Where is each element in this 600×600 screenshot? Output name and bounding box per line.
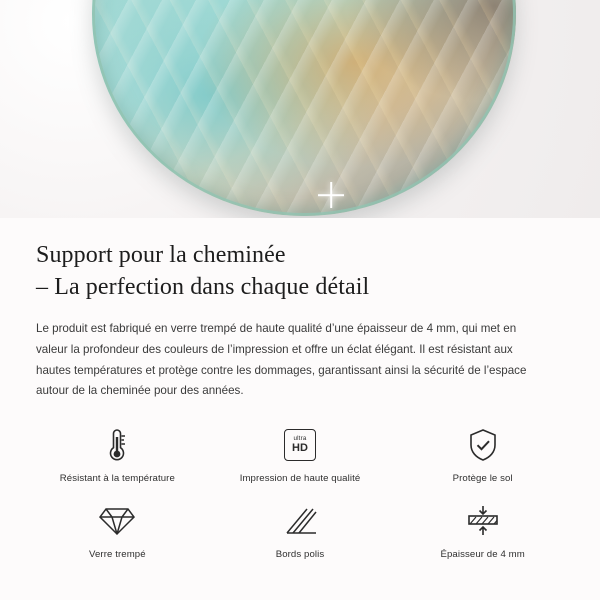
feature-label: Résistant à la température [59,472,175,484]
feature-item-print-quality [209,424,392,484]
feature-item-thickness [391,500,574,560]
feature-item-temperature [26,424,209,484]
thickness-arrows-icon [463,500,503,542]
feature-item-polished-edges [209,500,392,560]
feature-label: Bords polis [275,548,325,560]
hero-image [0,0,600,218]
round-glass-plate-artwork [92,0,516,216]
badge-bottom-text: HD [292,441,308,454]
page-title-line-2: – La perfection dans chaque détail [36,273,370,300]
content-block [0,218,600,402]
feature-grid [0,424,600,560]
description-paragraph: Le produit est fabriqué en verre trempé de haute qualité d’une épaisseur de 4 mm, qui met en valeur la profondeur des couleurs de l’impression et offre un éclat élégant. Il est résistant aux hautes températures et protège contre les dommages, garantissant ainsi la sécurité de l’espace autour de la cheminée pour des années. [36,322,527,398]
page-title [36,240,564,303]
shield-check-icon [467,424,499,466]
feature-label: Protège le sol [452,472,513,484]
feature-label: Épaisseur de 4 mm [440,548,525,560]
ultra-hd-badge-icon [284,424,316,466]
feature-label: Verre trempé [89,548,146,560]
feature-item-floor-protection [391,424,574,484]
feature-item-tempered-glass [26,500,209,560]
badge-top-text: ultra [293,434,307,442]
diamond-icon [98,500,136,542]
sparkle-highlight [318,182,344,208]
page-title-line-1: Support pour la cheminée [36,242,286,268]
thermometer-icon [105,424,129,466]
feature-label: Impression de haute qualité [239,472,361,484]
polished-edges-icon [283,500,317,542]
